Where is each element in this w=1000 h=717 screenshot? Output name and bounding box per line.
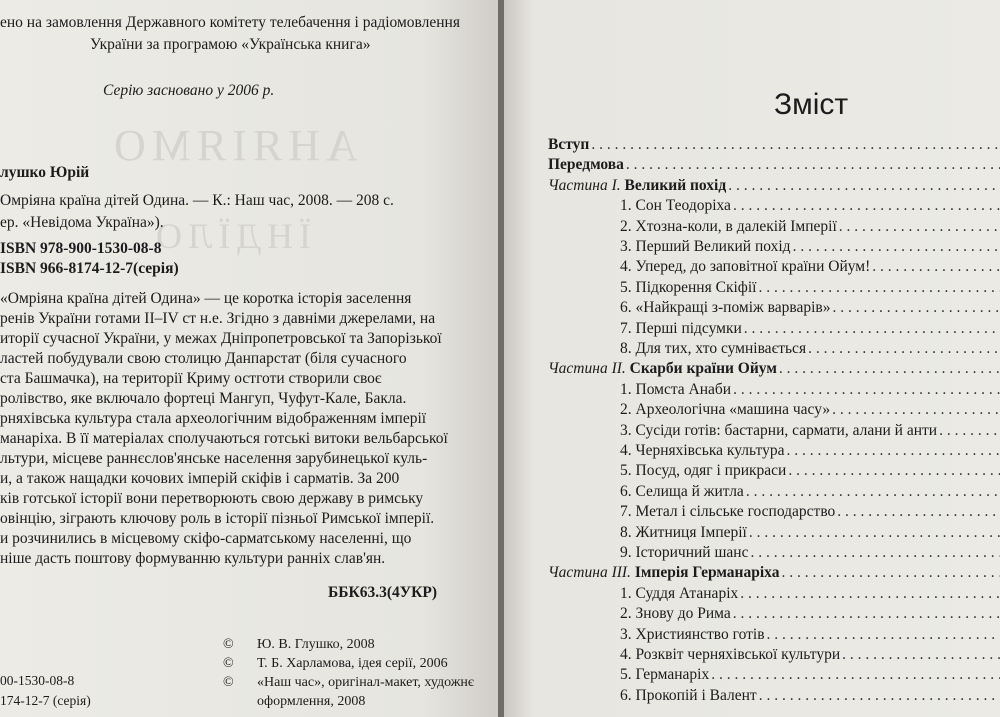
toc-entry-label: 8. Для тих, хто сумнівається bbox=[620, 340, 807, 357]
toc-entry-label: 3. Сусіди готів: бастарни, сармати, алани й анти bbox=[620, 421, 938, 439]
toc-part-entry bbox=[548, 360, 1000, 379]
toc-entry-label: 2. Хтозна-коли, в далекій Імперії bbox=[620, 217, 837, 235]
toc-chapter-entry bbox=[548, 279, 1000, 298]
abstract-line: льтури, місцеве раннєслов'янське населення зарубинецької куль- bbox=[0, 450, 428, 467]
toc-chapter-entry bbox=[548, 299, 1000, 318]
abstract-line: манаріха. В її матеріалах сполучаються готські витоки вельбарської bbox=[0, 430, 448, 447]
toc-entry-label: Вступ bbox=[548, 136, 590, 153]
toc-dot-leader bbox=[591, 136, 1000, 154]
toc-dot-leader bbox=[711, 666, 1000, 684]
toc-entry-label: 1. Помста Анаби bbox=[620, 380, 732, 398]
bottom-isbn-line: 00-1530-08-8 bbox=[0, 673, 75, 688]
copyright-symbol: © bbox=[223, 675, 234, 690]
toc-chapter-entry bbox=[548, 605, 1000, 624]
toc-dot-leader bbox=[733, 381, 1000, 399]
bibliographic-line: ер. «Невідома Україна»). bbox=[0, 214, 164, 231]
toc-chapter-entry bbox=[548, 442, 1000, 461]
toc-chapter-entry bbox=[548, 320, 1000, 339]
toc-entry-label: 4. Розквіт черняхівської культури bbox=[620, 646, 841, 663]
toc-dot-leader bbox=[728, 177, 1000, 195]
abstract-line: ніше дасть поштову формуванню культури ранніх слав'ян. bbox=[0, 550, 386, 567]
copyright-line: Ю. В. Глушко, 2008 bbox=[257, 637, 375, 652]
toc-dot-leader bbox=[788, 462, 1000, 480]
toc-chapter-entry bbox=[548, 646, 1000, 665]
toc-dot-leader bbox=[793, 238, 1000, 256]
toc-entry-label: 3. Християнство готів bbox=[620, 625, 765, 643]
abstract-line: рняхівська культура стала археологічним відображенням імперії bbox=[0, 410, 427, 427]
toc-part-name: Імперія Германаріха bbox=[634, 564, 780, 582]
toc-chapter-entry bbox=[548, 422, 1000, 441]
toc-part-name: Скарби країни Ойум bbox=[629, 360, 777, 378]
toc-chapter-entry bbox=[548, 544, 1000, 563]
toc-dot-leader bbox=[786, 442, 1000, 460]
toc-entry-label: 6. Селища й житла bbox=[620, 482, 744, 500]
publisher-note-line: ено на замовлення Державного комітету телебачення і радіомовлення bbox=[0, 14, 460, 31]
toc-entry-label: 7. Перші підсумки bbox=[620, 319, 742, 337]
toc-dot-leader bbox=[626, 156, 1000, 174]
toc-chapter-entry bbox=[548, 626, 1000, 645]
toc-entry-label bbox=[548, 177, 728, 195]
toc-chapter-entry bbox=[548, 687, 1000, 706]
toc-entry-label: 9. Історичний шанс bbox=[620, 544, 749, 561]
show-through-text: АНЯІЯМО bbox=[108, 121, 358, 170]
abstract-line: и, а також нащадки кочових імперій скіфів і сарматів. За 200 bbox=[0, 470, 400, 487]
abstract-line: ренів України готами II–IV ст н.е. Згідно з давніми джерелами, на bbox=[0, 310, 436, 327]
toc-entry-label: 3. Перший Великий похід bbox=[620, 238, 791, 255]
toc-dot-leader bbox=[749, 524, 1000, 542]
toc-dot-leader bbox=[758, 279, 1000, 297]
isbn-line: ISBN 966-8174-12-7(серія) bbox=[0, 260, 179, 277]
toc-chapter-entry bbox=[548, 503, 1000, 522]
series-note: Серію засновано у 2006 р. bbox=[103, 82, 275, 99]
abstract-line: «Омріяна країна дітей Одина» — це коротка історія заселення bbox=[0, 290, 412, 307]
toc-chapter-entry bbox=[548, 381, 1000, 400]
toc-entry-label: Передмова bbox=[548, 156, 624, 174]
toc-entry-label: 5. Підкорення Скіфії bbox=[620, 278, 757, 296]
isbn-line: ISBN 978-900-1530-08-8 bbox=[0, 240, 162, 257]
copyright-line: оформлення, 2008 bbox=[257, 694, 366, 709]
toc-part-entry bbox=[548, 564, 1000, 583]
toc-dot-leader bbox=[939, 422, 1000, 440]
toc-dot-leader bbox=[750, 544, 1000, 562]
toc-dot-leader bbox=[781, 564, 1000, 582]
toc-chapter-entry bbox=[548, 340, 1000, 359]
toc-dot-leader bbox=[733, 605, 1000, 623]
toc-dot-leader bbox=[733, 197, 1000, 215]
toc-dot-leader bbox=[837, 503, 1000, 521]
toc-chapter-entry bbox=[548, 238, 1000, 257]
toc-part-number: Частина III. bbox=[548, 564, 631, 582]
toc-chapter-entry bbox=[548, 218, 1000, 237]
copyright-symbol: © bbox=[223, 656, 234, 671]
toc-top-entry bbox=[548, 156, 1000, 175]
abstract-line: ста Башмачка), на території Криму остготи створили своє bbox=[0, 370, 382, 387]
abstract-line: овінцію, зіграють ключову роль в історії пізньої Римської імперії. bbox=[0, 510, 435, 527]
toc-entry-label bbox=[548, 360, 779, 378]
toc-entry-label: 4. Черняхівська культура bbox=[620, 442, 785, 459]
toc-dot-leader bbox=[744, 320, 1000, 338]
abstract-line: ролівство, яке включало фортеці Мангуп, Чуфут-Кале, Бакла. bbox=[0, 390, 407, 407]
toc-entry-label: 5. Германаріх bbox=[620, 666, 710, 684]
toc-chapter-entry bbox=[548, 401, 1000, 420]
toc-entry-label: 6. Прокопій і Валент bbox=[620, 686, 757, 704]
toc-dot-leader bbox=[740, 585, 1000, 603]
toc-entry-label: 2. Археологічна «машина часу» bbox=[620, 401, 831, 419]
toc-chapter-entry bbox=[548, 258, 1000, 277]
toc-dot-leader bbox=[779, 360, 1000, 378]
toc-part-number: Частина I. bbox=[548, 176, 621, 194]
toc-chapter-entry bbox=[548, 462, 1000, 481]
toc-dot-leader bbox=[842, 646, 1000, 664]
bbk-code: ББК63.3(4УКР) bbox=[328, 584, 438, 601]
copyright-symbol: © bbox=[223, 637, 234, 652]
abstract-line: ластей побудували свою столицю Данпарстат (біля сучасного bbox=[0, 350, 407, 367]
toc-chapter-entry bbox=[548, 483, 1000, 502]
toc-dot-leader bbox=[832, 401, 1000, 419]
bibliographic-line: Омріяна країна дітей Одина. — К.: Наш час, 2008. — 208 с. bbox=[0, 192, 394, 209]
toc-dot-leader bbox=[872, 258, 1000, 276]
toc-dot-leader bbox=[746, 483, 1000, 501]
author-name: лушко Юрій bbox=[0, 164, 90, 181]
show-through-text: ЇНДЇЛО bbox=[150, 216, 311, 256]
toc-entry-label: 7. Метал і сільське господарство bbox=[620, 503, 836, 521]
left-page bbox=[0, 0, 498, 717]
toc-chapter-entry bbox=[548, 197, 1000, 216]
right-page bbox=[504, 0, 1000, 717]
toc-entry-label: 1. Сон Теодоріха bbox=[620, 197, 731, 215]
abstract-line: и розчинились в місцевому скіфо-сарматському населенні, що bbox=[0, 530, 412, 547]
toc-part-number: Частина II. bbox=[548, 360, 626, 378]
toc-entry-label: 8. Житниця Імперії bbox=[620, 523, 747, 541]
toc-title: Зміст bbox=[774, 88, 849, 121]
publisher-note-line: України за програмою «Українська книга» bbox=[90, 36, 371, 53]
toc-dot-leader bbox=[808, 340, 1000, 358]
toc-part-name: Великий похід bbox=[624, 176, 727, 194]
toc-entry-label: 6. «Найкращі з-поміж варварів» bbox=[620, 299, 831, 317]
toc-dot-leader bbox=[833, 299, 1000, 317]
abstract-line: иторії сучасної України, у межах Дніпропетровської та Запорізької bbox=[0, 330, 442, 347]
toc-entry-label: 2. Знову до Рима bbox=[620, 605, 731, 623]
toc-chapter-entry bbox=[548, 585, 1000, 604]
toc-top-entry bbox=[548, 136, 1000, 155]
toc-dot-leader bbox=[839, 218, 1000, 236]
bottom-isbn-line: 174-12-7 (серія) bbox=[0, 693, 91, 708]
toc-entry-label: 1. Суддя Атанаріх bbox=[620, 584, 739, 602]
toc-chapter-entry bbox=[548, 666, 1000, 685]
copyright-line: «Наш час», оригінал-макет, художнє bbox=[257, 675, 474, 690]
abstract-line: ків готської історії вони перетворюють свою державу в римську bbox=[0, 490, 424, 507]
copyright-line: Т. Б. Харламова, ідея серії, 2006 bbox=[257, 656, 448, 671]
toc-dot-leader bbox=[767, 626, 1000, 644]
toc-part-entry bbox=[548, 177, 1000, 196]
toc-dot-leader bbox=[759, 687, 1000, 705]
toc-chapter-entry bbox=[548, 524, 1000, 543]
toc-entry-label: 5. Посуд, одяг і прикраси bbox=[620, 462, 787, 480]
toc-entry-label: 4. Уперед, до заповітної країни Ойум! bbox=[620, 258, 871, 276]
toc-entry-label bbox=[548, 564, 781, 582]
